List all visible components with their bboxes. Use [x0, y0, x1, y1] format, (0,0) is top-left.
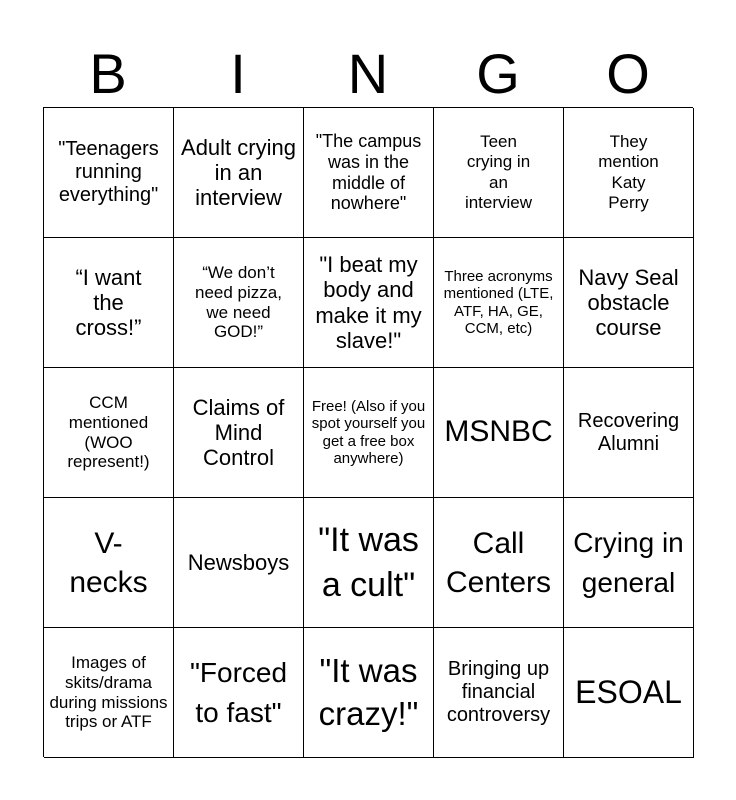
- bingo-cell[interactable]: Bringing up financial controversy: [434, 628, 564, 758]
- bingo-cell[interactable]: ESOAL: [564, 628, 694, 758]
- bingo-cell[interactable]: Navy Seal obstacle course: [564, 238, 694, 368]
- bingo-cell[interactable]: Free! (Also if you spot yourself you get a free box anywhere): [304, 368, 434, 498]
- bingo-cell[interactable]: “We don’t need pizza, we need GOD!”: [174, 238, 304, 368]
- bingo-cell[interactable]: "Forced to fast": [174, 628, 304, 758]
- bingo-cell[interactable]: Crying in general: [564, 498, 694, 628]
- bingo-cell[interactable]: "Teenagers running everything": [44, 108, 174, 238]
- header-letter-i: I: [230, 42, 246, 105]
- bingo-cell[interactable]: They mention Katy Perry: [564, 108, 694, 238]
- header-letter-n: N: [347, 42, 389, 105]
- bingo-header: [43, 40, 693, 108]
- bingo-cell[interactable]: Newsboys: [174, 498, 304, 628]
- bingo-board: [43, 107, 693, 757]
- bingo-cell[interactable]: Three acronyms mentioned (LTE, ATF, HA, GE, CCM, etc): [434, 238, 564, 368]
- bingo-cell[interactable]: Claims of Mind Control: [174, 368, 304, 498]
- bingo-cell[interactable]: CCM mentioned (WOO represent!): [44, 368, 174, 498]
- bingo-cell[interactable]: "It was crazy!": [304, 628, 434, 758]
- bingo-cell[interactable]: Images of skits/drama during missions trips or ATF: [44, 628, 174, 758]
- bingo-cell[interactable]: "It was a cult": [304, 498, 434, 628]
- bingo-cell[interactable]: Call Centers: [434, 498, 564, 628]
- bingo-cell[interactable]: MSNBC: [434, 368, 564, 498]
- header-letter-g: G: [476, 42, 520, 105]
- bingo-cell[interactable]: V-necks: [44, 498, 174, 628]
- bingo-cell[interactable]: "The campus was in the middle of nowhere": [304, 108, 434, 238]
- bingo-cell[interactable]: “I want the cross!”: [44, 238, 174, 368]
- bingo-cell[interactable]: Recovering Alumni: [564, 368, 694, 498]
- bingo-cell[interactable]: Teen crying in an interview: [434, 108, 564, 238]
- header-letter-o: O: [606, 42, 650, 105]
- bingo-cell[interactable]: "I beat my body and make it my slave!": [304, 238, 434, 368]
- bingo-cell[interactable]: Adult crying in an interview: [174, 108, 304, 238]
- header-letter-b: B: [89, 42, 127, 105]
